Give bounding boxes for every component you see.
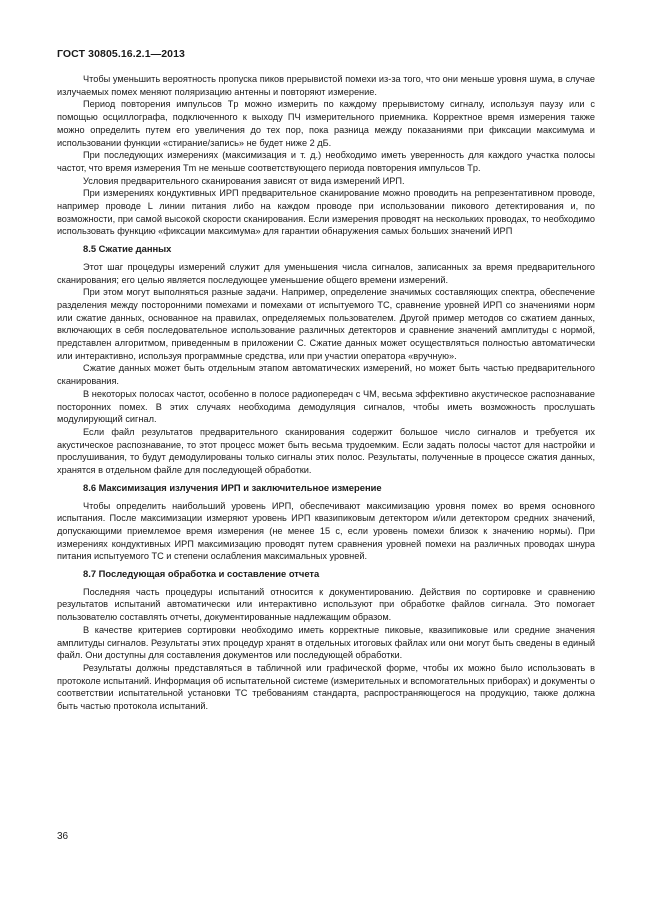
section-heading-8-7: 8.7 Последующая обработка и составление отчета — [83, 568, 320, 580]
paragraph: Сжатие данных может быть отдельным этапом автоматических измерений, но может быть частью предварительного сканирования. — [57, 363, 595, 387]
paragraph: Этот шаг процедуры измерений служит для уменьшения числа сигналов, записанных за время предварительного сканирования; его целью является последующее уменьшение общего времени измерений. — [57, 261, 595, 285]
section-heading-8-6: 8.6 Максимизация излучения ИРП и заключительное измерение — [83, 481, 382, 493]
paragraph: При измерениях кондуктивных ИРП предварительное сканирование можно проводить на репрезентативном проводе, например проводе L линии питания либо на каждом проводе при использовании пикового детектирования и, по возможности, при самой высокой скорости сканирования. Если измерения проводят на нескольких проводах, то необходимо использовать функцию «фиксации максимума» для гарантии обнаружения самых больших значений ИРП — [57, 188, 595, 237]
standard-header: ГОСТ 30805.16.2.1—2013 — [57, 48, 185, 60]
paragraph: Чтобы уменьшить вероятность пропуска пиков прерывистой помехи из-за того, что они меньше уровня шума, в случае излучаемых помех меняют поляризацию антенны и повторяют измерение. — [57, 74, 595, 97]
paragraph: В качестве критериев сортировки необходимо иметь корректные пиковые, квазипиковые или средние значения амплитуды сигналов. Результаты этих процедур хранят в отдельных итоговых файлах или они могут быть сведены в единый файл. Они доступны для составления документов или последующей обработки. — [57, 624, 595, 661]
paragraph: Последняя часть процедуры испытаний относится к документированию. Действия по сортировке и сравнению результатов испытаний автоматически или интерактивно используют при обработке файлов сигнала. Это помогает пользователю составлять отчеты, документированные надлежащим образом. — [57, 586, 595, 623]
document-body — [57, 73, 595, 713]
paragraph: Период повторения импульсов Tp можно измерить по каждому прерывистому сигналу, используя паузу или с помощью осциллографа, подключенного к выходу ПЧ измерительного приемника. Корректное время измерения также можно определить путем его увеличения до тех пор, пока разница между показаниями при фиксации максимума и использовании функции «стирание/запись» не будет ниже 2 дБ. — [57, 99, 595, 148]
section-heading-8-5: 8.5 Сжатие данных — [83, 243, 172, 255]
paragraph: Условия предварительного сканирования зависят от вида измерений ИРП. — [83, 175, 405, 186]
paragraph: В некоторых полосах частот, особенно в полосе радиопередач с ЧМ, весьма эффективно акустическое распознавание посторонних помех. В этих случаях необходима демодуляция сигналов, чтобы иметь возможность прослушать модулирующий сигнал. — [57, 388, 595, 425]
paragraph: Результаты должны представляться в табличной или графической форме, чтобы их можно было использовать в протоколе испытаний. Информация об испытательной системе (измерительных и вспомогательных приборах) и документы о соответствии испытательной установки ТС требованиям стандарта, распространяющегося на продукцию, также должна быть частью протокола испытаний. — [57, 662, 595, 712]
paragraph: При последующих измерениях (максимизация и т. д.) необходимо иметь уверенность для каждого участка полосы частот, что время измерения Tm не меньше соответствующего периода повторения импульсов Tp. — [57, 150, 595, 173]
paragraph: При этом могут выполняться разные задачи. Например, определение значимых составляющих спектра, обеспечение разделения между посторонними помехами и помехами от испытуемого ТС, сравнение уровней ИРП со значениями норм или сжатие данных, основанное на правилах, определяемых пользователем. Другой пример методов со сжатием данных, включающих в себя последовательное использование различных детекторов и сравнение значений амплитуды с нормой, представлен алгоритмом, приведенным в приложении С. Сжатие данных может осуществляться полностью автоматически или интерактивно, используя программные средства, или при участии оператора «вручную». — [57, 287, 595, 361]
paragraph: Чтобы определить наибольший уровень ИРП, обеспечивают максимизацию уровня помех во время основного испытания. После максимизации измеряют уровень ИРП квазипиковым детектором и/или детектором средних значений, допускающими приемлемое время измерения (не менее 15 с, если уровень помехи близок к значению нормы). При измерениях кондуктивных ИРП максимизацию проводят путем сравнения уровней помехи на различных проводах шнура питания испытуемого ТС и степени ослабления максимальных уровней. — [57, 500, 595, 562]
paragraph: Если файл результатов предварительного сканирования содержит большое число сигналов и требуется их акустическое распознавание, то этот процесс может быть весьма трудоемким. Если задать полосы частот для настройки и прослушивания, то будут демодулированы только сигналы этих полос. Результаты, полученные в процессе сжатия данных, хранятся в отдельном файле для последующей обработки. — [57, 426, 595, 476]
page-number: 36 — [57, 831, 69, 842]
